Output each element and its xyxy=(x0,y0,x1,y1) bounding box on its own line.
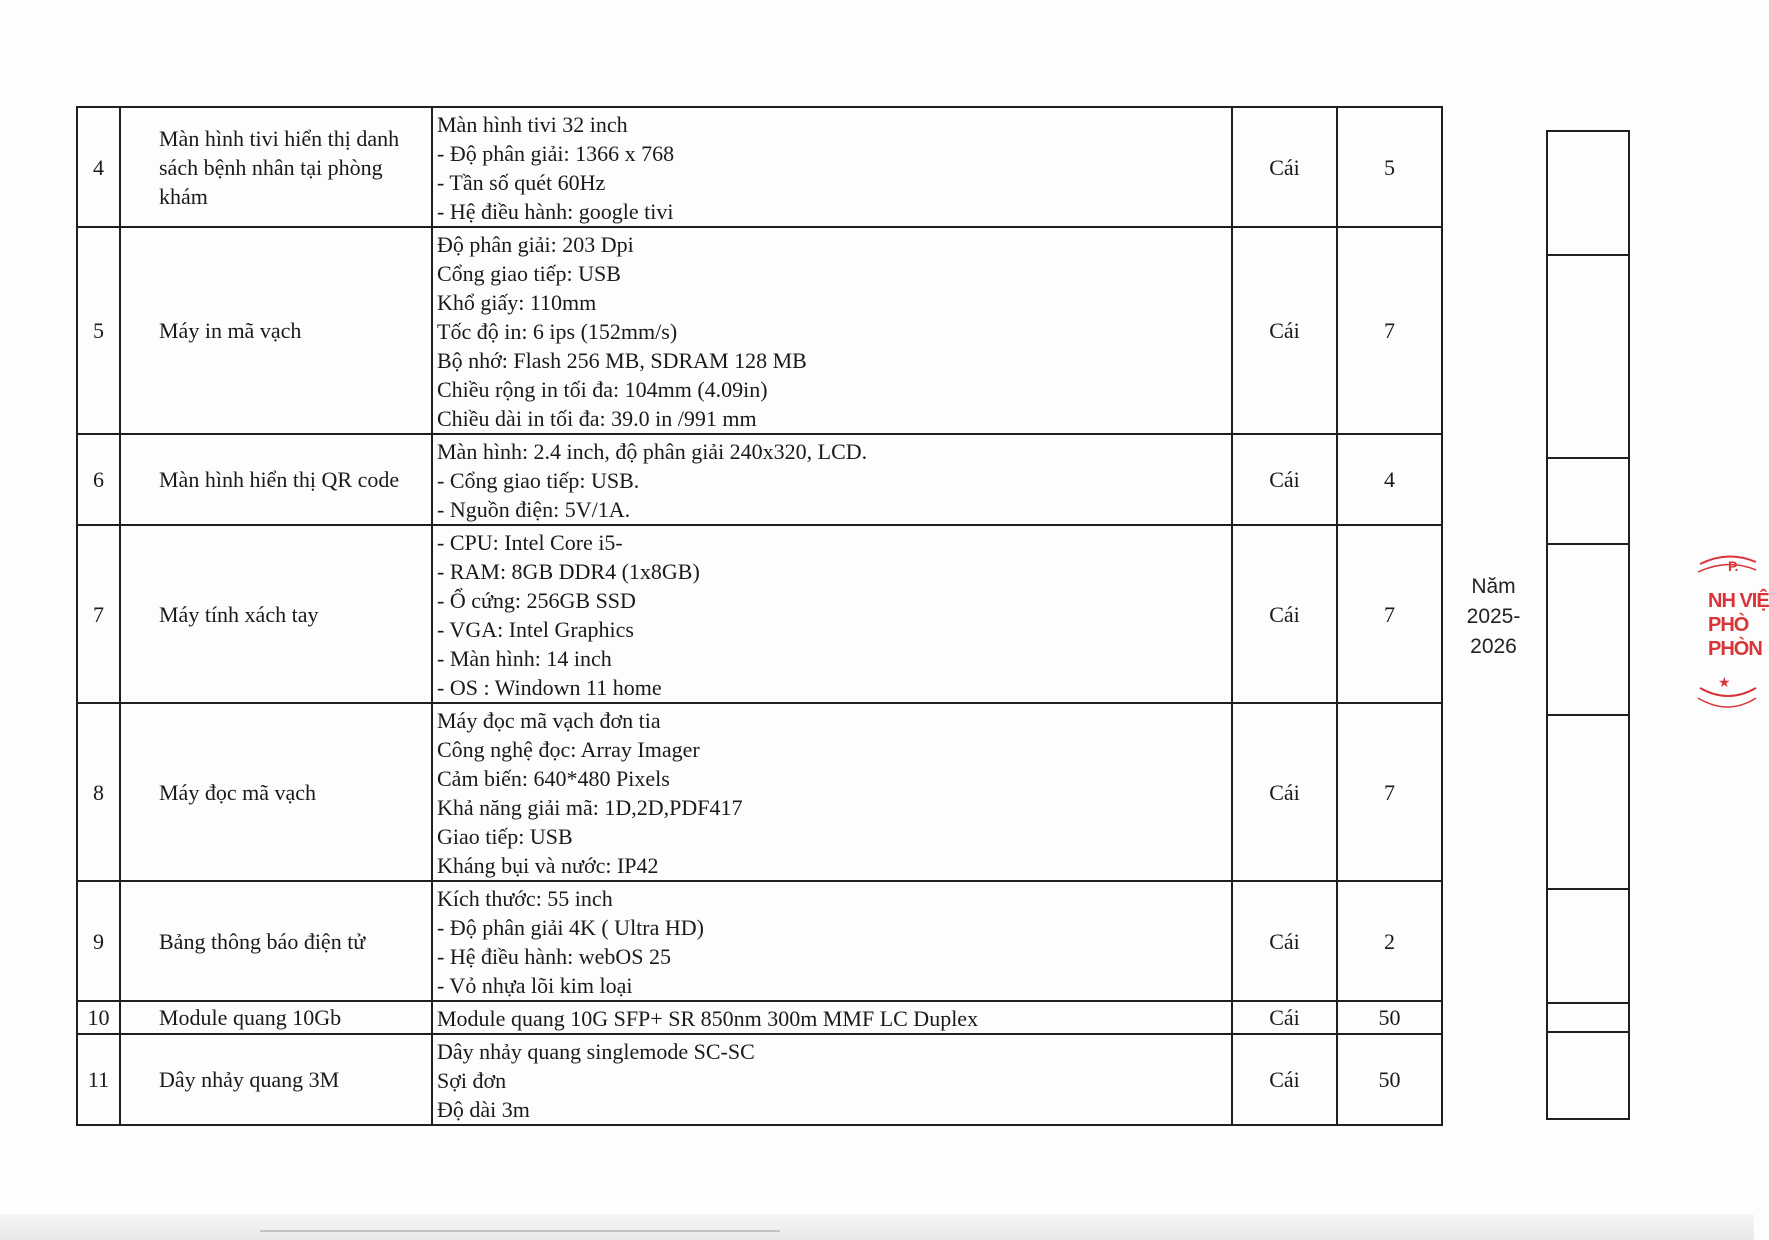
item-name-cell xyxy=(120,881,432,1001)
quantity-cell xyxy=(1337,1034,1442,1125)
table-row xyxy=(77,703,1442,881)
unit-value: Cái xyxy=(1269,928,1300,954)
table-row xyxy=(77,525,1442,703)
spec-line: Cảm biến: 640*480 Pixels xyxy=(437,766,670,791)
spec-line: Độ phân giải: 203 Dpi xyxy=(437,232,634,257)
notes-row xyxy=(1547,255,1629,457)
spec-line: Độ dài 3m xyxy=(437,1097,530,1122)
spec-line: Dây nhảy quang singlemode SC-SC xyxy=(437,1039,755,1064)
spec-line: Module quang 10G SFP+ SR 850nm 300m MMF LC Duplex xyxy=(437,1006,979,1031)
notes-row xyxy=(1547,458,1629,544)
unit-cell xyxy=(1232,1034,1337,1125)
spec-line: - Ổ cứng: 256GB SSD xyxy=(437,588,636,613)
row-number-cell xyxy=(77,1034,120,1125)
item-name: Dây nhảy quang 3M xyxy=(159,1067,340,1092)
notes-cell xyxy=(1547,131,1629,255)
row-number-cell xyxy=(77,227,120,434)
spec-line: Màn hình tivi 32 inch xyxy=(437,112,628,137)
item-name-cell xyxy=(120,434,432,525)
unit-value: Cái xyxy=(1269,601,1300,627)
row-number-cell xyxy=(77,525,120,703)
quantity-value: 5 xyxy=(1384,154,1395,180)
row-number: 7 xyxy=(93,601,104,627)
quantity-value: 4 xyxy=(1384,467,1395,492)
quantity-cell xyxy=(1337,107,1442,227)
scan-artifact-line xyxy=(260,1230,780,1232)
official-seal xyxy=(1696,556,1769,746)
notes-row xyxy=(1547,544,1629,716)
notes-cell xyxy=(1547,255,1629,457)
unit-value: Cái xyxy=(1269,779,1300,805)
year-cell xyxy=(1441,120,1546,1114)
unit-cell xyxy=(1232,525,1337,703)
row-number: 6 xyxy=(93,467,104,492)
spec-line: Bộ nhớ: Flash 256 MB, SDRAM 128 MB xyxy=(437,348,807,373)
table-row xyxy=(77,227,1442,434)
quantity-value: 50 xyxy=(1378,1005,1401,1030)
unit-cell xyxy=(1232,881,1337,1001)
quantity-cell xyxy=(1337,703,1442,881)
notes-row xyxy=(1547,715,1629,889)
notes-cell xyxy=(1547,889,1629,1003)
spec-line: - CPU: Intel Core i5- xyxy=(437,530,623,555)
item-specs-cell xyxy=(432,525,1232,703)
table-row xyxy=(77,1001,1442,1034)
quantity-value: 7 xyxy=(1384,318,1395,343)
spec-line: Màn hình: 2.4 inch, độ phân giải 240x320, LCD. xyxy=(437,439,868,464)
row-number-cell xyxy=(77,434,120,525)
notes-cell xyxy=(1547,1032,1629,1119)
spec-line: - VGA: Intel Graphics xyxy=(437,617,634,642)
unit-value: Cái xyxy=(1269,1005,1300,1030)
row-number-cell xyxy=(77,703,120,881)
row-number: 8 xyxy=(93,779,104,805)
spec-line: Sợi đơn xyxy=(437,1068,507,1093)
table-row xyxy=(77,434,1442,525)
table-row xyxy=(77,881,1442,1001)
spec-line: - Hệ điều hành: webOS 25 xyxy=(437,944,672,969)
row-number: 9 xyxy=(93,928,104,954)
item-specs-cell xyxy=(432,881,1232,1001)
spec-line: Giao tiếp: USB xyxy=(437,824,573,849)
item-name-cell xyxy=(120,1001,432,1034)
item-specs-cell xyxy=(432,1001,1232,1034)
spec-line: Chiều rộng in tối đa: 104mm (4.09in) xyxy=(437,377,768,402)
spec-line: - Tần số quét 60Hz xyxy=(437,170,606,195)
notes-column xyxy=(1546,130,1630,1120)
spec-line: Chiều dài in tối đa: 39.0 in /991 mm xyxy=(437,406,757,431)
unit-value: Cái xyxy=(1269,467,1300,492)
item-name: Máy in mã vạch xyxy=(159,318,302,343)
row-number-cell xyxy=(77,1001,120,1034)
notes-cell xyxy=(1547,715,1629,889)
row-number: 4 xyxy=(93,154,104,180)
row-number: 10 xyxy=(87,1005,110,1030)
year-label: Năm xyxy=(1471,575,1516,598)
table-row xyxy=(77,1034,1442,1125)
quantity-cell xyxy=(1337,881,1442,1001)
spec-line: - RAM: 8GB DDR4 (1x8GB) xyxy=(437,559,700,584)
seal-text-2: NH VIỆ xyxy=(1708,590,1769,612)
item-name: Máy đọc mã vạch xyxy=(159,779,316,805)
unit-cell xyxy=(1232,107,1337,227)
row-number: 5 xyxy=(93,318,104,343)
quantity-value: 50 xyxy=(1378,1067,1401,1092)
item-name: Bảng thông báo điện tử xyxy=(159,928,366,954)
quantity-value: 7 xyxy=(1384,601,1395,627)
item-name-cell xyxy=(120,1034,432,1125)
seal-star-icon: ★ xyxy=(1718,674,1730,690)
spec-line: - Nguồn điện: 5V/1A. xyxy=(437,497,631,522)
item-name: Màn hình hiển thị QR code xyxy=(159,467,400,492)
notes-row xyxy=(1547,1032,1629,1119)
seal-text-1: P. xyxy=(1728,558,1738,574)
quantity-cell xyxy=(1337,227,1442,434)
spec-line: - Độ phân giải 4K ( Ultra HD) xyxy=(437,915,704,940)
item-name: Module quang 10Gb xyxy=(159,1005,342,1030)
quantity-cell xyxy=(1337,1001,1442,1034)
item-name-cell xyxy=(120,107,432,227)
spec-line: - Vỏ nhựa lõi kim loại xyxy=(437,973,633,998)
item-specs-cell xyxy=(432,107,1232,227)
spec-line: - Màn hình: 14 inch xyxy=(437,646,612,671)
spec-line: Kháng bụi và nước: IP42 xyxy=(437,853,659,878)
item-specs-cell xyxy=(432,227,1232,434)
unit-value: Cái xyxy=(1269,154,1300,180)
seal-text-4: PHÒN xyxy=(1708,638,1762,660)
spec-line: Cổng giao tiếp: USB xyxy=(437,261,621,286)
item-name: Màn hình tivi hiển thị danh sách bệnh nhân tại phòng khám xyxy=(159,125,400,209)
table-row xyxy=(77,107,1442,227)
row-number-cell xyxy=(77,107,120,227)
year-start: 2025- xyxy=(1466,605,1521,628)
spec-line: - OS : Windown 11 home xyxy=(437,675,662,700)
unit-value: Cái xyxy=(1269,318,1300,343)
year-end: 2026 xyxy=(1470,635,1517,658)
unit-cell xyxy=(1232,434,1337,525)
quantity-cell xyxy=(1337,434,1442,525)
spec-line: Tốc độ in: 6 ips (152mm/s) xyxy=(437,319,678,344)
quantity-cell xyxy=(1337,525,1442,703)
equipment-table xyxy=(76,106,1443,1126)
spec-line: - Cổng giao tiếp: USB. xyxy=(437,468,640,493)
notes-row xyxy=(1547,889,1629,1003)
seal-text-3: PHÒ xyxy=(1708,614,1749,636)
item-name-cell xyxy=(120,227,432,434)
scan-bottom-edge xyxy=(0,1214,1754,1240)
item-name-cell xyxy=(120,703,432,881)
item-name-cell xyxy=(120,525,432,703)
item-specs-cell xyxy=(432,1034,1232,1125)
unit-cell xyxy=(1232,227,1337,434)
unit-cell xyxy=(1232,703,1337,881)
spec-line: Khả năng giải mã: 1D,2D,PDF417 xyxy=(437,795,743,820)
spec-line: Khổ giấy: 110mm xyxy=(437,290,597,315)
spec-line: Máy đọc mã vạch đơn tia xyxy=(437,708,661,733)
spec-line: - Hệ điều hành: google tivi xyxy=(437,199,674,224)
quantity-value: 7 xyxy=(1384,779,1395,805)
notes-cell xyxy=(1547,544,1629,716)
row-number-cell xyxy=(77,881,120,1001)
item-name: Máy tính xách tay xyxy=(159,601,319,627)
item-specs-cell xyxy=(432,703,1232,881)
item-specs-cell xyxy=(432,434,1232,525)
quantity-value: 2 xyxy=(1384,928,1395,954)
row-number: 11 xyxy=(87,1067,110,1092)
unit-cell xyxy=(1232,1001,1337,1034)
notes-cell xyxy=(1547,458,1629,544)
unit-value: Cái xyxy=(1269,1067,1300,1092)
notes-cell xyxy=(1547,1003,1629,1032)
spec-line: Công nghệ đọc: Array Imager xyxy=(437,737,700,762)
notes-row xyxy=(1547,1003,1629,1032)
notes-row xyxy=(1547,131,1629,255)
spec-line: Kích thước: 55 inch xyxy=(437,886,613,911)
spec-line: - Độ phân giải: 1366 x 768 xyxy=(437,141,675,166)
